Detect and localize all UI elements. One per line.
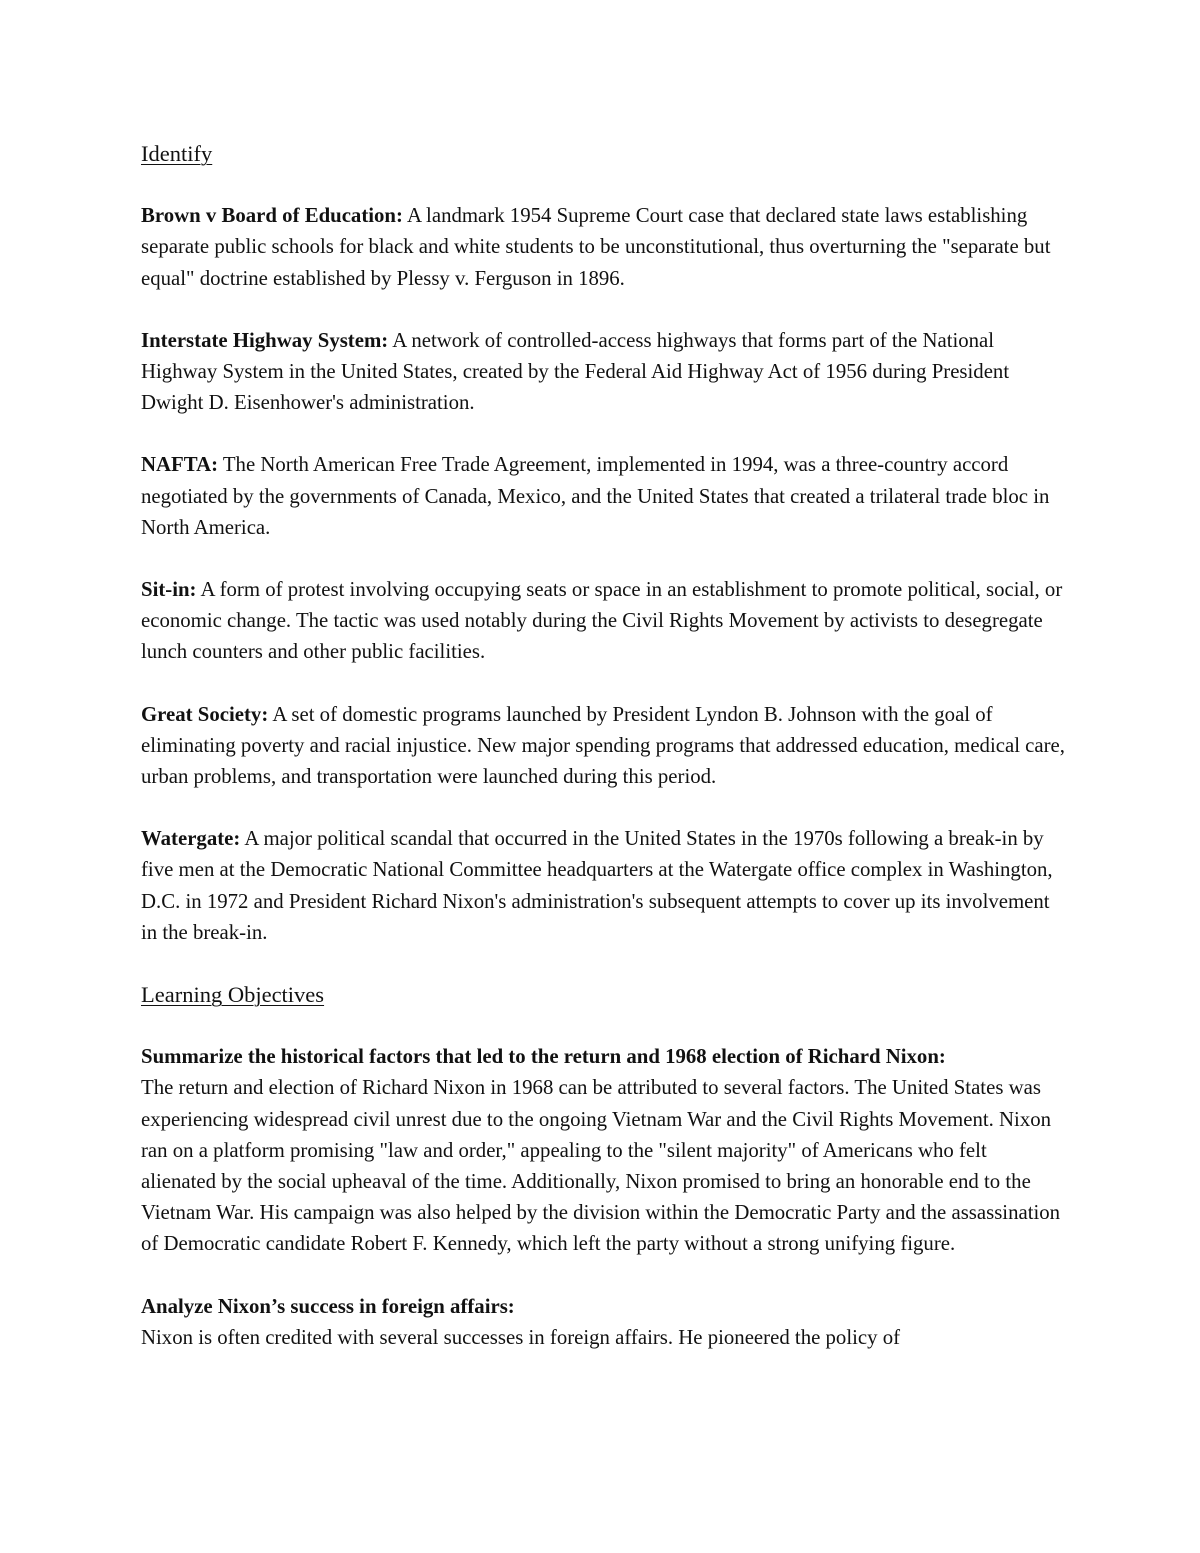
objective-body: Nixon is often credited with several successes in foreign affairs. He pioneered the policy of: [141, 1325, 901, 1349]
entry-definition: A set of domestic programs launched by President Lyndon B. Johnson with the goal of eliminating poverty and racial injustice. New major spending programs that addressed education, medical care, urban problems, and transportation were launched during this period.: [141, 702, 1065, 789]
entry-term: Interstate Highway System:: [141, 328, 389, 352]
entry-term: Brown v Board of Education:: [141, 204, 403, 228]
identify-entry-watergate: [141, 823, 1066, 948]
objective-nixon-foreign-affairs: [141, 1291, 1066, 1353]
identify-entry-nafta: [141, 449, 1066, 543]
entry-term: Watergate:: [141, 827, 241, 851]
identify-entry-interstate: [141, 325, 1066, 419]
learning-objectives-heading: Learning Objectives: [141, 982, 325, 1008]
entry-definition: A landmark 1954 Supreme Court case that declared state laws establishing separate public schools for black and white students to be unconstitutional, thus overturning the "separate but equal" doctrine established by Plessy v. Ferguson in 1896.: [141, 204, 1051, 290]
entry-term: Sit-in:: [141, 578, 197, 602]
objective-title: Analyze Nixon’s success in foreign affairs:: [141, 1294, 515, 1318]
entry-term: Great Society:: [141, 702, 269, 726]
identify-entry-great-society: [141, 699, 1066, 793]
entry-definition: The North American Free Trade Agreement, implemented in 1994, was a three-country accord negotiated by the governments of Canada, Mexico, and the United States that created a trilateral trade bloc in North America.: [141, 453, 1050, 539]
objective-body: The return and election of Richard Nixon in 1968 can be attributed to several factors. The United States was experiencing widespread civil unrest due to the ongoing Vietnam War and the Civil Rights Movement. Nixon ran on a platform promising "law and order," appealing to the "silent majority" of Americans who felt alienated by the social upheaval of the time. Additionally, Nixon promised to bring an honorable end to the Vietnam War. His campaign was also helped by the division within the Democratic Party and the assassination of Democratic candidate Robert F. Kennedy, which left the party without a strong unifying figure.: [141, 1076, 1061, 1256]
entry-term: NAFTA:: [141, 453, 219, 477]
entry-definition: A major political scandal that occurred in the United States in the 1970s following a break-in by five men at the Democratic National Committee headquarters at the Watergate office complex in Washington, D.C. in 1972 and President Richard Nixon's administration's subsequent attempts to cover up its involvement in the break-in.: [141, 827, 1053, 944]
identify-heading: Identify: [141, 141, 213, 166]
identify-entry-brown: [141, 200, 1066, 294]
entry-definition: A form of protest involving occupying seats or space in an establishment to promote political, social, or economic change. The tactic was used notably during the Civil Rights Movement by activists to desegregate lunch counters and other public facilities.: [141, 578, 1063, 664]
identify-entry-sit-in: [141, 574, 1066, 668]
objective-title: Summarize the historical factors that led to the return and 1968 election of Richard Nixon:: [141, 1045, 946, 1069]
document-page: [141, 138, 1066, 1384]
entry-definition: A network of controlled-access highways that forms part of the National Highway System in the United States, created by the Federal Aid Highway Act of 1956 during President Dwight D. Eisenhower's administration.: [141, 328, 1010, 415]
objective-nixon-election: [141, 1041, 1066, 1259]
